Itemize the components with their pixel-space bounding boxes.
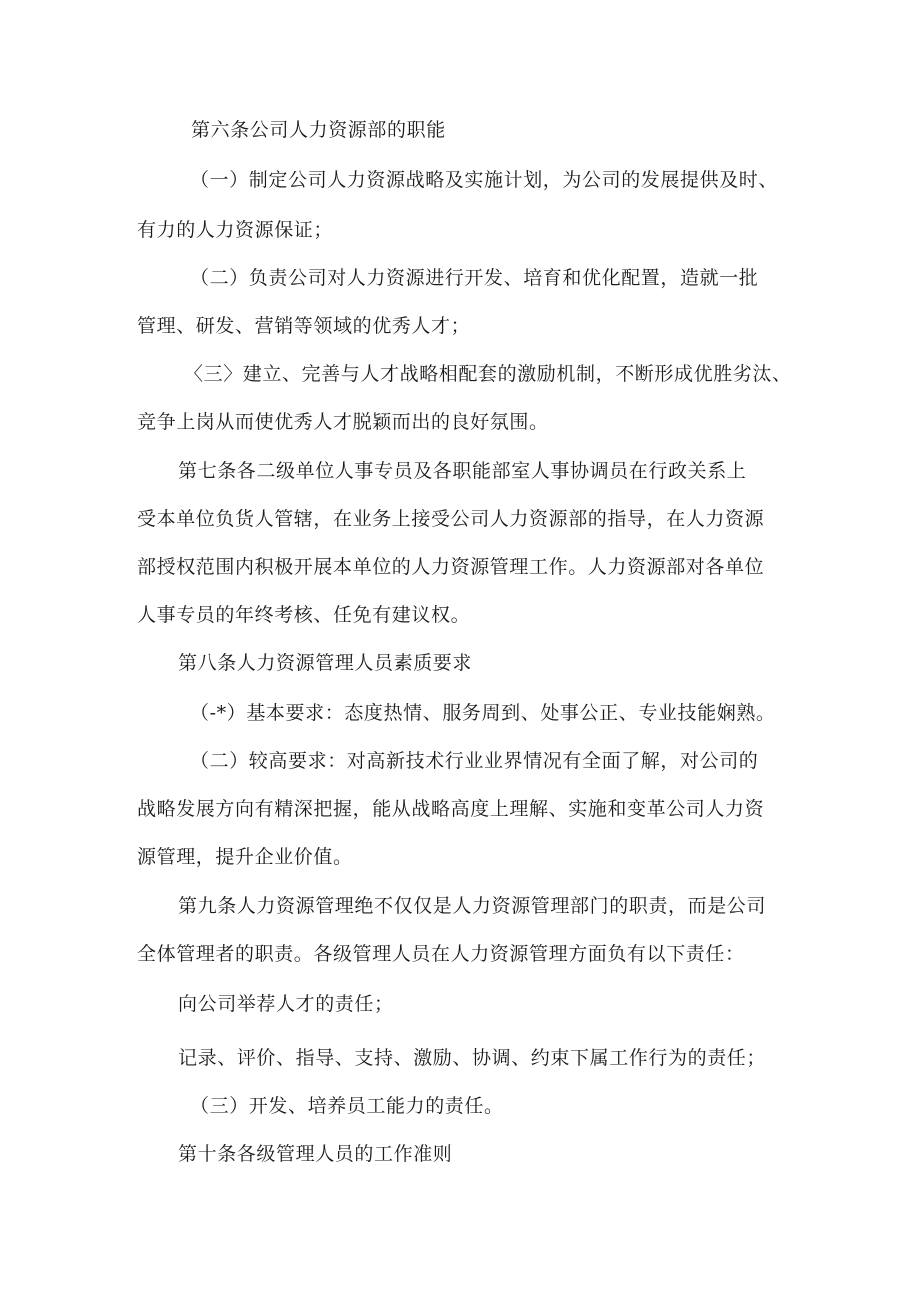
article-6-item-1-cont: 有力的人力资源保证； — [137, 219, 334, 241]
article-6-item-2-cont: 管理、研发、营销等领域的优秀人才； — [137, 315, 471, 337]
article-9-item-3: （三）开发、培养员工能力的责任。 — [190, 1095, 504, 1117]
article-6-item-3: 〈三〉建立、完善与人才战略相配套的激励机制，不断形成优胜劣汰、 — [184, 363, 792, 385]
article-6-item-2: （二）负责公司对人力资源进行开发、培育和优化配置，造就一批 — [190, 267, 759, 289]
article-7-paragraph-cont: 部授权范围内积极开展本单位的人力资源管理工作。人力资源部对各单位 — [137, 556, 765, 578]
article-9-paragraph-cont: 全体管理者的职责。各级管理人员在人力资源管理方面负有以下责任： — [137, 943, 745, 965]
article-8-item-2-cont: 战略发展方向有精深把握，能从战略高度上理解、实施和变革公司人力资 — [137, 798, 765, 820]
article-10-heading: 第十条各级管理人员的工作准则 — [178, 1143, 453, 1165]
article-8-item-1: （-*）基本要求：态度热情、服务周到、处事公正、专业技能娴熟。 — [190, 702, 776, 724]
article-7-paragraph: 第七条各二级单位人事专员及各职能部室人事协调员在行政关系上 — [178, 460, 747, 482]
article-9-paragraph: 第九条人力资源管理绝不仅仅是人力资源管理部门的职责，而是公司 — [178, 895, 767, 917]
article-8-item-2: （二）较高要求：对高新技术行业业界情况有全面了解，对公司的 — [190, 750, 759, 772]
article-9-item-1: 向公司举荐人才的责任； — [178, 993, 394, 1015]
article-7-paragraph-cont: 人事专员的年终考核、任免有建议权。 — [137, 604, 471, 626]
article-6-heading: 第六条公司人力资源部的职能 — [191, 119, 446, 141]
article-6-item-1: （一）制定公司人力资源战略及实施计划，为公司的发展提供及时、 — [190, 169, 779, 191]
article-8-heading: 第八条人力资源管理人员素质要求 — [178, 652, 473, 674]
article-6-item-3-cont: 竞争上岗从而使优秀人才脱颖而出的良好氛围。 — [137, 411, 549, 433]
article-9-item-2: 记录、评价、指导、支持、激励、协调、约束下属工作行为的责任； — [178, 1047, 767, 1069]
article-7-paragraph-cont: 受本单位负货人管辖，在业务上接受公司人力资源部的指导，在人力资源 — [137, 508, 765, 530]
article-8-item-2-cont: 源管理，提升企业价值。 — [137, 846, 353, 868]
